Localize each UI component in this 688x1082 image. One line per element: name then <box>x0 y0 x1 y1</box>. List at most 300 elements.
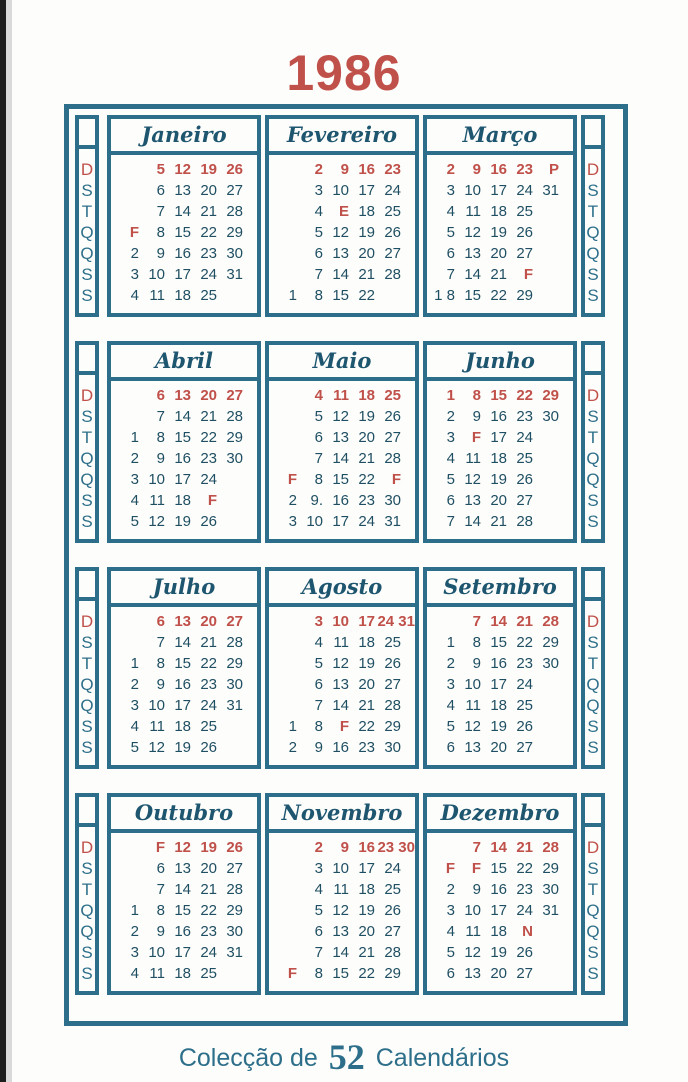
weekday-column <box>75 341 99 543</box>
day-cell: 22 <box>358 287 375 304</box>
day-cell: 2 <box>130 450 139 467</box>
day-cell: 29 <box>226 902 243 919</box>
day-cell: 26 <box>384 224 401 241</box>
day-cell: 19 <box>358 408 375 425</box>
day-cell: 29 <box>516 287 533 304</box>
weekday-letter: Q <box>586 244 600 263</box>
weekday-column-header <box>585 345 601 375</box>
day-cell: 9 <box>472 408 481 425</box>
day-cell: 11 <box>149 492 165 509</box>
day-cell: E <box>338 203 349 220</box>
day-cell: F <box>207 492 217 509</box>
day-cell: 2 <box>446 881 455 898</box>
day-cell: 23 <box>358 739 375 756</box>
day-cell: 28 <box>384 266 401 283</box>
day-cell: 4 <box>314 203 323 220</box>
day-cell: 23 <box>516 408 533 425</box>
month-abril <box>107 341 261 543</box>
day-cell: 5 <box>446 471 455 488</box>
day-cell: 7 <box>156 634 165 651</box>
day-cell: 5 <box>314 902 323 919</box>
day-cell: 25 <box>516 697 533 714</box>
day-cell: 21 <box>200 634 217 651</box>
day-cell: 13 <box>174 182 191 199</box>
day-cell: 4 <box>130 287 139 304</box>
day-cell: 8 <box>314 287 323 304</box>
day-cell: 11 <box>149 287 165 304</box>
day-cell: 15 <box>332 471 349 488</box>
day-cell: 3 <box>446 902 455 919</box>
day-cell: 20 <box>200 182 217 199</box>
day-cell: 1 <box>130 902 139 919</box>
month-name: Dezembro <box>427 797 573 833</box>
day-cell: 21 <box>200 408 217 425</box>
day-cell: 7 <box>314 266 323 283</box>
day-cell: 21 <box>490 513 507 530</box>
weekday-column-header <box>585 119 601 149</box>
day-cell: 5 <box>446 224 455 241</box>
day-cell: F <box>471 429 481 446</box>
day-cell: 4 <box>314 881 323 898</box>
day-cell: 12 <box>464 224 481 241</box>
day-cell: 11 <box>333 634 349 651</box>
day-cell: 1 <box>130 429 139 446</box>
day-cell: 28 <box>226 881 243 898</box>
day-cell: 26 <box>384 902 401 919</box>
month-days-grid <box>111 157 257 313</box>
day-cell: 8 <box>156 429 165 446</box>
month-days-grid <box>427 609 573 765</box>
day-cell: 23 <box>200 450 217 467</box>
day-cell: 14 <box>332 697 349 714</box>
weekday-letter: T <box>587 428 599 447</box>
day-cell: 25 <box>384 881 401 898</box>
day-cell: 2 <box>446 655 455 672</box>
weekday-letter: Q <box>586 901 600 920</box>
month-julho <box>107 567 261 769</box>
month-agosto <box>265 567 419 769</box>
day-cell: 22 <box>200 655 217 672</box>
day-cell: 29 <box>384 965 401 982</box>
day-cell: F <box>445 860 455 877</box>
day-cell: 3 <box>130 944 139 961</box>
day-cell: 20 <box>490 245 507 262</box>
weekday-letter: S <box>587 859 599 878</box>
day-cell: 27 <box>384 429 401 446</box>
day-cell: 14 <box>464 266 481 283</box>
day-cell: 1 <box>446 634 455 651</box>
weekday-letter: S <box>81 491 93 510</box>
day-cell: 22 <box>490 287 507 304</box>
day-cell: 5 <box>130 739 139 756</box>
day-cell: 27 <box>516 245 533 262</box>
day-cell: 17 <box>358 182 375 199</box>
day-cell: 7 <box>156 408 165 425</box>
day-cell: 22 <box>200 902 217 919</box>
day-cell: 17 <box>174 471 191 488</box>
day-cell: 12 <box>332 655 349 672</box>
day-cell: 28 <box>542 839 559 856</box>
weekday-letter: Q <box>80 675 94 694</box>
day-cell: 16 <box>174 450 191 467</box>
day-cell: F <box>339 718 349 735</box>
day-cell: 31 <box>226 944 243 961</box>
day-cell: 14 <box>174 408 191 425</box>
day-cell: 2 <box>288 492 297 509</box>
day-cell: 1 8 <box>434 287 455 304</box>
day-cell: 19 <box>490 471 507 488</box>
day-cell: 8 <box>314 965 323 982</box>
day-cell: 16 <box>490 655 507 672</box>
day-cell: 5 <box>314 408 323 425</box>
day-cell: 7 <box>472 839 481 856</box>
weekday-letter: S <box>587 407 599 426</box>
day-cell: 16 <box>174 245 191 262</box>
day-cell: 2 <box>314 839 323 856</box>
month-name: Abril <box>111 345 257 381</box>
weekday-letter: S <box>587 512 599 531</box>
day-cell: 23 <box>358 492 375 509</box>
day-cell: 4 <box>130 718 139 735</box>
weekday-letter: S <box>81 181 93 200</box>
day-cell: 18 <box>490 923 507 940</box>
weekday-letter: S <box>81 407 93 426</box>
day-cell: 19 <box>490 224 507 241</box>
weekday-letter: S <box>587 265 599 284</box>
day-cell: 27 <box>384 923 401 940</box>
day-cell: 7 <box>314 450 323 467</box>
day-cell: 24 <box>384 182 401 199</box>
day-cell: 10 <box>464 676 481 693</box>
weekday-letter: S <box>587 286 599 305</box>
day-cell: 9 <box>156 245 165 262</box>
day-cell: 25 <box>200 287 217 304</box>
day-cell: 17 <box>490 429 507 446</box>
weekday-letter: D <box>586 838 600 857</box>
day-cell: 18 <box>358 203 375 220</box>
day-cell: F <box>391 471 401 488</box>
day-cell: 23 <box>516 161 533 178</box>
day-cell: 28 <box>516 513 533 530</box>
day-cell: 11 <box>465 923 481 940</box>
weekday-letter: Q <box>80 470 94 489</box>
day-cell: 3 <box>446 676 455 693</box>
day-cell: 31 <box>542 182 559 199</box>
day-cell: 24 <box>516 429 533 446</box>
day-cell: 3 <box>314 860 323 877</box>
month-days-grid <box>427 835 573 991</box>
day-cell: 18 <box>358 634 375 651</box>
day-cell: 15 <box>332 287 349 304</box>
day-cell: 14 <box>490 613 507 630</box>
day-cell: 9 <box>156 450 165 467</box>
day-cell: 29 <box>542 860 559 877</box>
day-cell: 9 <box>472 881 481 898</box>
weekday-letter: T <box>81 654 93 673</box>
day-cell: 10 <box>332 860 349 877</box>
day-cell: 17 <box>332 513 349 530</box>
day-cell: 26 <box>200 739 217 756</box>
day-cell: 19 <box>200 161 217 178</box>
day-cell: 12 <box>174 161 191 178</box>
weekday-letter: S <box>81 286 93 305</box>
day-cell: 15 <box>490 387 507 404</box>
day-cell: 12 <box>464 944 481 961</box>
day-cell: 12 <box>148 739 165 756</box>
day-cell: 8 <box>472 387 481 404</box>
month-novembro <box>265 793 419 995</box>
month-setembro <box>423 567 577 769</box>
day-cell: 3 <box>130 697 139 714</box>
day-cell: 5 <box>156 161 165 178</box>
day-cell: 23 <box>516 881 533 898</box>
weekday-column-header <box>585 797 601 827</box>
day-cell: 14 <box>174 881 191 898</box>
month-days-grid <box>111 835 257 991</box>
day-cell: 26 <box>200 513 217 530</box>
day-cell: 1 <box>288 718 297 735</box>
day-cell: 16 <box>332 492 349 509</box>
day-cell: 13 <box>174 613 191 630</box>
day-cell: 10 <box>148 266 165 283</box>
day-cell: 21 <box>358 450 375 467</box>
day-cell: 6 <box>446 492 455 509</box>
day-cell: 31 <box>226 697 243 714</box>
day-cell: 12 <box>332 224 349 241</box>
weekday-letter: D <box>80 838 94 857</box>
day-cell: 8 <box>156 224 165 241</box>
day-cell: 12 <box>464 471 481 488</box>
day-cell: 20 <box>358 245 375 262</box>
day-cell: 24 <box>200 266 217 283</box>
day-cell: 4 <box>314 387 323 404</box>
day-cell: 26 <box>384 408 401 425</box>
day-cell: 3 <box>288 513 297 530</box>
day-cell: 8 <box>472 634 481 651</box>
day-cell: 9 <box>340 161 349 178</box>
day-cell: 24 <box>200 944 217 961</box>
day-cell: 30 <box>384 492 401 509</box>
day-cell: 7 <box>156 203 165 220</box>
day-cell: 17 <box>358 860 375 877</box>
day-cell: F <box>287 965 297 982</box>
weekday-letter: S <box>587 964 599 983</box>
day-cell: 18 <box>174 718 191 735</box>
day-cell: 21 <box>200 881 217 898</box>
calendar-year: 1986 <box>286 45 402 101</box>
day-cell: F <box>129 224 139 241</box>
day-cell: 15 <box>174 655 191 672</box>
day-cell: 17 <box>490 676 507 693</box>
day-cell: 15 <box>174 429 191 446</box>
day-cell: 17 <box>174 944 191 961</box>
day-cell: 16 <box>174 923 191 940</box>
day-cell: 20 <box>490 492 507 509</box>
day-cell: 29 <box>226 224 243 241</box>
weekday-letter: S <box>81 738 93 757</box>
day-cell: 26 <box>516 718 533 735</box>
day-cell: 12 <box>332 408 349 425</box>
day-cell: F <box>523 266 533 283</box>
weekday-column <box>581 341 605 543</box>
day-cell: 8 <box>156 655 165 672</box>
weekday-column-header <box>79 119 95 149</box>
day-cell: 19 <box>358 902 375 919</box>
day-cell: 15 <box>174 902 191 919</box>
month-days-grid <box>111 609 257 765</box>
weekday-letter: Q <box>586 922 600 941</box>
day-cell: 7 <box>314 944 323 961</box>
day-cell: 8 <box>314 718 323 735</box>
weekday-letter: S <box>81 633 93 652</box>
day-cell: 20 <box>490 739 507 756</box>
weekday-letter: D <box>586 160 600 179</box>
weekday-letter: T <box>81 202 93 221</box>
day-cell: 17 <box>174 266 191 283</box>
day-cell: 7 <box>472 613 481 630</box>
day-cell: 18 <box>174 492 191 509</box>
day-cell: 14 <box>464 513 481 530</box>
weekday-letter: S <box>587 181 599 200</box>
weekday-letter: S <box>587 943 599 962</box>
month-name: Agosto <box>269 571 415 607</box>
month-days-grid <box>427 383 573 539</box>
day-cell: 9 <box>472 161 481 178</box>
day-cell: 13 <box>464 245 481 262</box>
day-cell: 6 <box>156 860 165 877</box>
day-cell: 19 <box>490 944 507 961</box>
day-cell: 27 <box>516 492 533 509</box>
day-cell: 10 <box>148 944 165 961</box>
day-cell: 6 <box>314 429 323 446</box>
day-cell: 20 <box>358 676 375 693</box>
day-cell: 1 <box>446 387 455 404</box>
day-cell: 6 <box>314 923 323 940</box>
day-cell: 6 <box>446 965 455 982</box>
month-days-grid <box>427 157 573 313</box>
weekday-letter: D <box>80 612 94 631</box>
day-cell: 21 <box>200 203 217 220</box>
calendar-card <box>64 104 628 1026</box>
day-cell: 26 <box>226 161 243 178</box>
weekday-letter: T <box>587 202 599 221</box>
day-cell: 25 <box>384 634 401 651</box>
day-cell: 30 <box>542 881 559 898</box>
weekday-letter: Q <box>80 901 94 920</box>
day-cell: 24 <box>516 902 533 919</box>
day-cell: 26 <box>516 224 533 241</box>
day-cell: 24 31 <box>377 613 415 630</box>
day-cell: 19 <box>174 739 191 756</box>
day-cell: 22 <box>516 387 533 404</box>
day-cell: 27 <box>226 387 243 404</box>
collection-caption <box>0 1036 688 1078</box>
day-cell: 13 <box>464 739 481 756</box>
day-cell: F <box>287 471 297 488</box>
day-cell: 4 <box>446 923 455 940</box>
day-cell: 14 <box>490 839 507 856</box>
day-cell: 4 <box>446 697 455 714</box>
day-cell: 7 <box>156 881 165 898</box>
day-cell: 25 <box>516 450 533 467</box>
weekday-letter: Q <box>80 244 94 263</box>
caption-count: 52 <box>328 1037 365 1077</box>
day-cell: 4 <box>130 965 139 982</box>
day-cell: 24 <box>358 513 375 530</box>
day-cell: 21 <box>358 697 375 714</box>
day-cell: 15 <box>490 860 507 877</box>
day-cell: 14 <box>332 944 349 961</box>
day-cell: 15 <box>174 224 191 241</box>
weekday-column <box>581 115 605 317</box>
weekday-letter: Q <box>586 470 600 489</box>
day-cell: 28 <box>226 634 243 651</box>
day-cell: 30 <box>226 676 243 693</box>
day-cell: 16 <box>174 676 191 693</box>
weekday-letter: S <box>81 943 93 962</box>
day-cell: 9 <box>340 839 349 856</box>
day-cell: 16 <box>358 839 375 856</box>
day-cell: 2 <box>130 923 139 940</box>
day-cell: 28 <box>384 944 401 961</box>
day-cell: 13 <box>332 676 349 693</box>
day-cell: 20 <box>358 429 375 446</box>
day-cell: 24 <box>384 860 401 877</box>
month-days-grid <box>111 383 257 539</box>
month-name: Fevereiro <box>269 119 415 155</box>
month-name: Janeiro <box>111 119 257 155</box>
day-cell: 28 <box>226 408 243 425</box>
day-cell: 23 <box>516 655 533 672</box>
caption-prefix: Colecção de <box>178 1044 318 1072</box>
day-cell: 10 <box>464 182 481 199</box>
day-cell: 14 <box>174 634 191 651</box>
weekday-letter: S <box>81 512 93 531</box>
day-cell: 29 <box>384 718 401 735</box>
day-cell: 30 <box>542 408 559 425</box>
day-cell: 10 <box>464 902 481 919</box>
weekday-letter: Q <box>80 696 94 715</box>
day-cell: 23 <box>200 923 217 940</box>
day-cell: 2 <box>446 161 455 178</box>
day-cell: 11 <box>465 697 481 714</box>
day-cell: 30 <box>226 245 243 262</box>
weekday-letter: S <box>587 491 599 510</box>
day-cell: 20 <box>200 860 217 877</box>
month-name: Julho <box>111 571 257 607</box>
day-cell: 13 <box>464 492 481 509</box>
day-cell: 9 <box>314 739 323 756</box>
day-cell: 16 <box>332 739 349 756</box>
day-cell: 23 30 <box>377 839 415 856</box>
day-cell: 6 <box>156 387 165 404</box>
day-cell: 5 <box>314 655 323 672</box>
day-cell: 8 <box>156 902 165 919</box>
day-cell: 18 <box>490 203 507 220</box>
day-cell: 22 <box>200 224 217 241</box>
day-cell: 26 <box>516 944 533 961</box>
day-cell: 18 <box>358 387 375 404</box>
day-cell: 24 <box>200 697 217 714</box>
day-cell: 17 <box>490 182 507 199</box>
day-cell: 24 <box>200 471 217 488</box>
day-cell: 30 <box>384 739 401 756</box>
day-cell: 23 <box>200 676 217 693</box>
weekday-letter: Q <box>586 449 600 468</box>
day-cell: 18 <box>490 450 507 467</box>
month-name: Março <box>427 119 573 155</box>
weekday-letter: T <box>81 428 93 447</box>
